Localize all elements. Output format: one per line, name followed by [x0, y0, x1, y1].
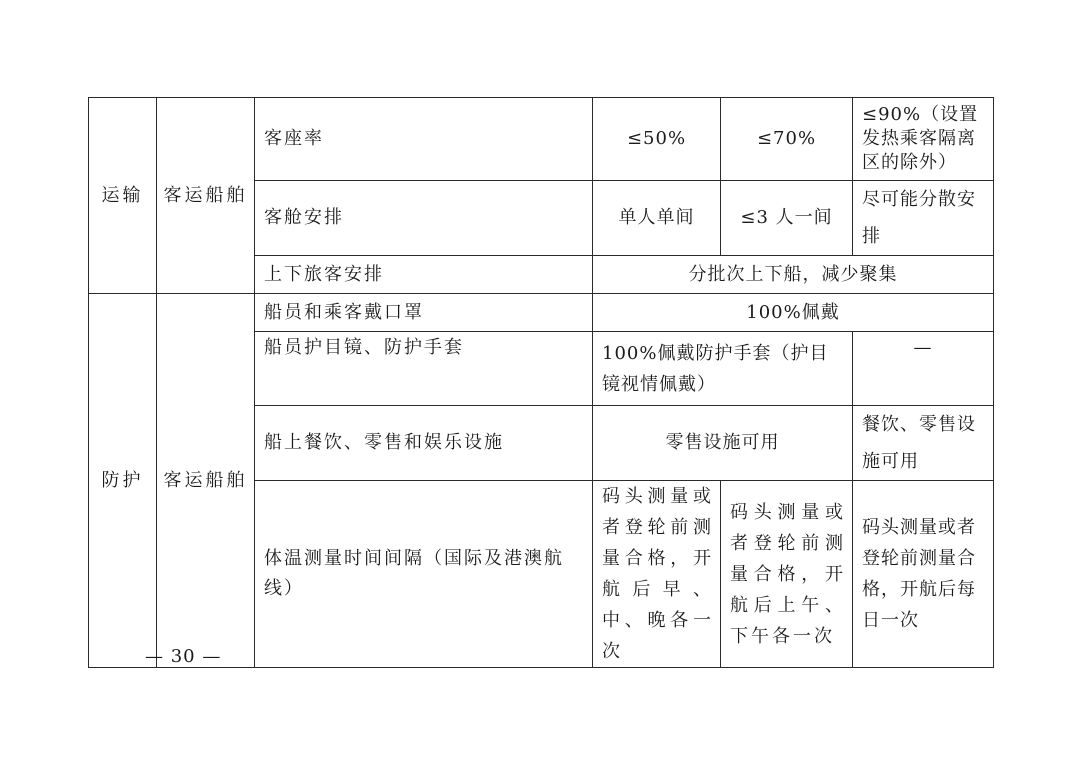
merged-value-cell: 分批次上下船，减少聚集: [593, 256, 994, 294]
item-cell: 船上餐饮、零售和娱乐设施: [255, 406, 593, 481]
high-risk-cell: —: [853, 332, 994, 406]
low-mid-risk-cell: 100%佩戴防护手套（护目镜视情佩戴）: [593, 332, 853, 406]
vessel-type-cell: 客运船舶: [157, 98, 255, 294]
category-cell: 运输: [89, 98, 157, 294]
merged-value-cell: 100%佩戴: [593, 294, 994, 332]
measures-table: [88, 97, 994, 668]
vessel-type-cell: 客运船舶: [157, 294, 255, 668]
category-cell: 防护: [89, 294, 157, 668]
item-cell: 船员护目镜、防护手套: [255, 332, 593, 406]
item-cell: 客座率: [255, 98, 593, 181]
low-risk-cell: ≤50%: [593, 98, 721, 181]
low-risk-cell: 码头测量或者登轮前测量合格，开航后早、中、晚各一次: [593, 481, 721, 668]
table-row: [89, 98, 994, 181]
mid-risk-cell: ≤70%: [721, 98, 853, 181]
low-mid-risk-cell: 零售设施可用: [593, 406, 853, 481]
high-risk-cell: ≤90%（设置发热乘客隔离区的除外）: [853, 98, 994, 181]
high-risk-cell: 餐饮、零售设施可用: [853, 406, 994, 481]
mid-risk-cell: 码头测量或者登轮前测量合格，开航后上午、下午各一次: [721, 481, 853, 668]
high-risk-cell: 码头测量或者登轮前测量合格，开航后每日一次: [853, 481, 994, 668]
low-risk-cell: 单人单间: [593, 181, 721, 256]
page-number: — 30 —: [145, 646, 222, 667]
item-cell: 上下旅客安排: [255, 256, 593, 294]
item-cell: 体温测量时间间隔（国际及港澳航线）: [255, 481, 593, 668]
high-risk-cell: 尽可能分散安排: [853, 181, 994, 256]
item-cell: 船员和乘客戴口罩: [255, 294, 593, 332]
mid-risk-cell: ≤3 人一间: [721, 181, 853, 256]
item-cell: 客舱安排: [255, 181, 593, 256]
table-row: [89, 294, 994, 332]
